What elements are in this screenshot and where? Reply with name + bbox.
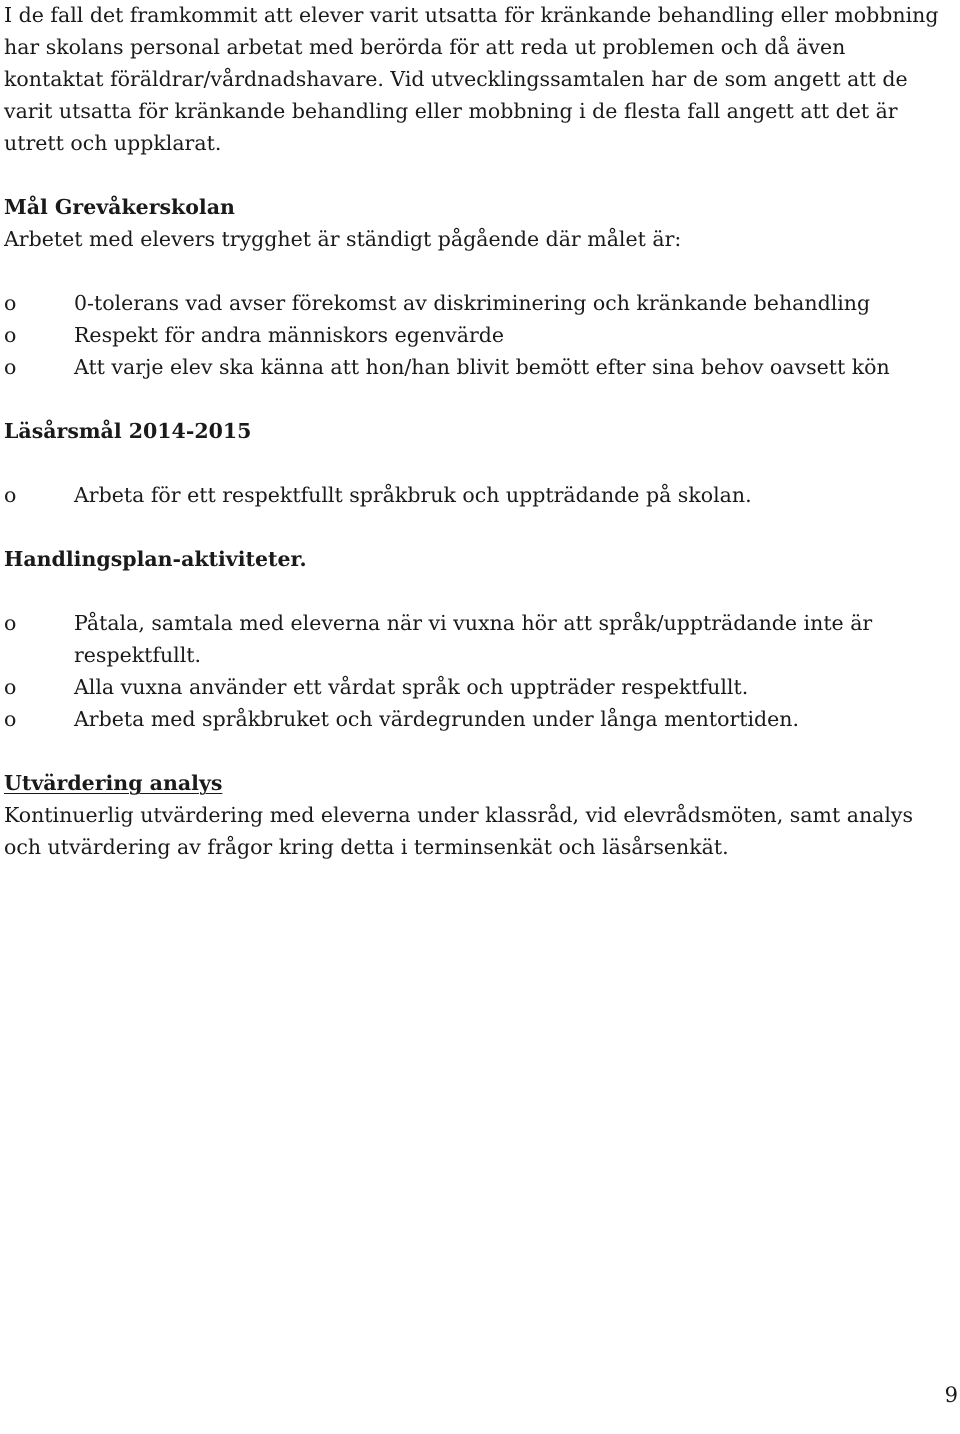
action-plan-heading: Handlingsplan-aktiviteter. bbox=[4, 547, 307, 571]
list-item bbox=[4, 607, 954, 671]
bullet-marker: o bbox=[4, 611, 17, 635]
list-item bbox=[4, 319, 954, 351]
bullet-marker: o bbox=[4, 323, 17, 347]
list-item-text: Alla vuxna använder ett vårdat språk och uppträder respektfullt. bbox=[74, 675, 749, 699]
action-plan-list bbox=[4, 607, 954, 735]
bullet-marker: o bbox=[4, 483, 17, 507]
bullet-marker: o bbox=[4, 291, 17, 315]
list-item-text: Respekt för andra människors egenvärde bbox=[74, 323, 505, 347]
goal-list bbox=[4, 287, 954, 383]
list-item bbox=[4, 287, 954, 319]
bullet-marker: o bbox=[4, 675, 17, 699]
list-item-text: Arbeta med språkbruket och värdegrunden under långa mentortiden. bbox=[74, 707, 800, 731]
year-goal-heading: Läsårsmål 2014-2015 bbox=[4, 419, 252, 443]
goal-heading: Mål Grevåkerskolan bbox=[4, 195, 235, 219]
list-item-text: 0-tolerans vad avser förekomst av diskriminering och kränkande behandling bbox=[74, 291, 871, 315]
evaluation-paragraph: Kontinuerlig utvärdering med eleverna under klassråd, vid elevrådsmöten, samt analys och utvärdering av frågor kring detta i terminsenkät och läsårsenkät. bbox=[4, 803, 914, 859]
goal-lead-text: Arbetet med elevers trygghet är ständigt pågående där målet är: bbox=[4, 227, 682, 251]
list-item bbox=[4, 351, 954, 383]
year-goal-list bbox=[4, 479, 954, 511]
evaluation-heading: Utvärdering analys bbox=[4, 771, 223, 795]
page-number: 9 bbox=[944, 1383, 958, 1407]
list-item-text: Påtala, samtala med eleverna när vi vuxna hör att språk/uppträdande inte är respektfullt. bbox=[74, 611, 873, 667]
list-item bbox=[4, 479, 954, 511]
list-item bbox=[4, 703, 954, 735]
list-item bbox=[4, 671, 954, 703]
bullet-marker: o bbox=[4, 355, 17, 379]
bullet-marker: o bbox=[4, 707, 17, 731]
intro-paragraph: I de fall det framkommit att elever varit utsatta för kränkande behandling eller mobbning har skolans personal arbetat med berörda för att reda ut problemen och då även kontaktat föräldrar/vårdnadshavare. Vid utvecklingssamtalen har de som angett att de varit utsatta för kränkande behandling eller mobbning i de flesta fall angett att det är utrett och uppklarat. bbox=[4, 3, 939, 155]
list-item-text: Att varje elev ska känna att hon/han blivit bemött efter sina behov oavsett kön bbox=[74, 355, 890, 379]
document-page bbox=[4, 0, 954, 863]
list-item-text: Arbeta för ett respektfullt språkbruk och uppträdande på skolan. bbox=[74, 483, 752, 507]
